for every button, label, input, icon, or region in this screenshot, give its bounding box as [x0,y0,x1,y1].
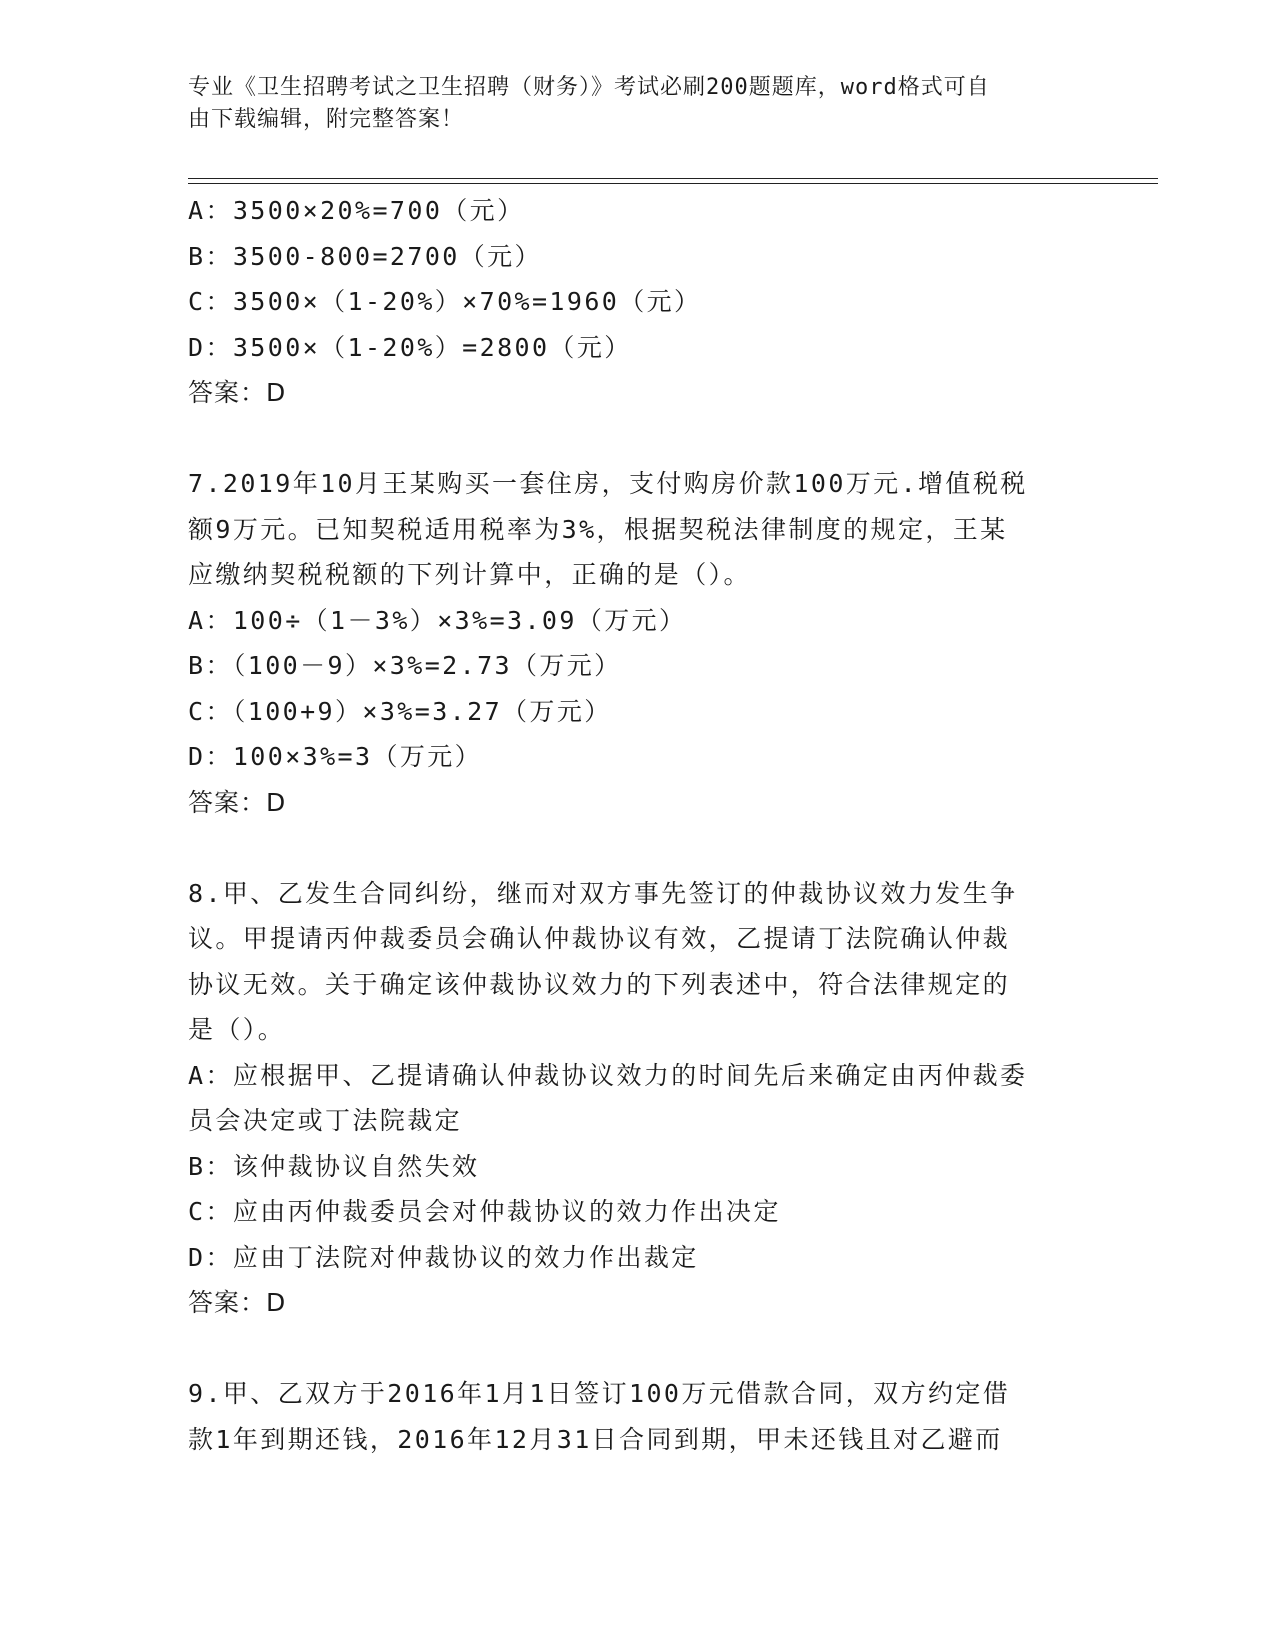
option-a: A：3500×20%=700（元） [188,196,525,225]
question-stem-line: 额9万元。已知契税适用税率为3%，根据契税法律制度的规定，王某 [188,514,1008,544]
question-stem-line: 协议无效。关于确定该仲裁协议效力的下列表述中，符合法律规定的 [188,969,1011,999]
option-c: C：（100+9）×3%=3.27（万元） [188,696,612,726]
question-content [188,188,1088,1462]
question-stem-line: 议。甲提请丙仲裁委员会确认仲裁协议有效，乙提请丁法院确认仲裁 [188,924,1011,953]
question-stem-line: 应缴纳契税税额的下列计算中，正确的是（）。 [188,560,751,589]
question-stem-line: 7.2019年10月王某购买一套住房，支付购房价款100万元.增值税税 [188,469,1028,498]
answer: 答案：D [188,378,287,407]
option-c: C：3500×（1-20%）×70%=1960（元） [188,287,702,316]
header-line-1: 专业《卫生招聘考试之卫生招聘（财务）》考试必刷200题题库，word格式可自 [188,75,990,100]
option-b: B：该仲裁协议自然失效 [188,1151,480,1181]
header-line-2: 由下载编辑，附完整答案！ [188,107,465,132]
answer: 答案：D [188,1288,287,1317]
header-divider-top [188,178,1158,179]
document-header [188,72,1068,136]
question-9 [188,1371,1088,1462]
header-divider-bottom [188,183,1158,184]
option-d: D：100×3%=3（万元） [188,742,483,771]
answer: 答案：D [188,787,287,817]
option-b: B：3500-800=2700（元） [188,241,542,271]
option-d: D：应由丁法院对仲裁协议的效力作出裁定 [188,1242,699,1272]
spacer [188,825,1088,871]
option-a: A：应根据甲、乙提请确认仲裁协议效力的时间先后来确定由丙仲裁委 [188,1060,1028,1090]
spacer [188,416,1088,462]
question-stem-line: 9.甲、乙双方于2016年1月1日签订100万元借款合同，双方约定借 [188,1379,1011,1408]
option-c: C：应由丙仲裁委员会对仲裁协议的效力作出决定 [188,1197,781,1226]
question-7 [188,461,1088,825]
question-6 [188,188,1088,416]
spacer [188,1326,1088,1372]
question-8 [188,871,1088,1326]
option-b: B：（100－9）×3%=2.73（万元） [188,651,622,680]
question-stem-line: 款1年到期还钱，2016年12月31日合同到期，甲未还钱且对乙避而 [188,1424,1003,1454]
question-stem-line: 是（）。 [188,1015,286,1044]
option-d: D：3500×（1-20%）=2800（元） [188,332,632,362]
question-stem-line: 8.甲、乙发生合同纠纷，继而对双方事先签订的仲裁协议效力发生争 [188,878,1018,908]
option-a-continued: 员会决定或丁法院裁定 [188,1106,463,1135]
option-a: A：100÷（1－3%）×3%=3.09（万元） [188,605,687,635]
